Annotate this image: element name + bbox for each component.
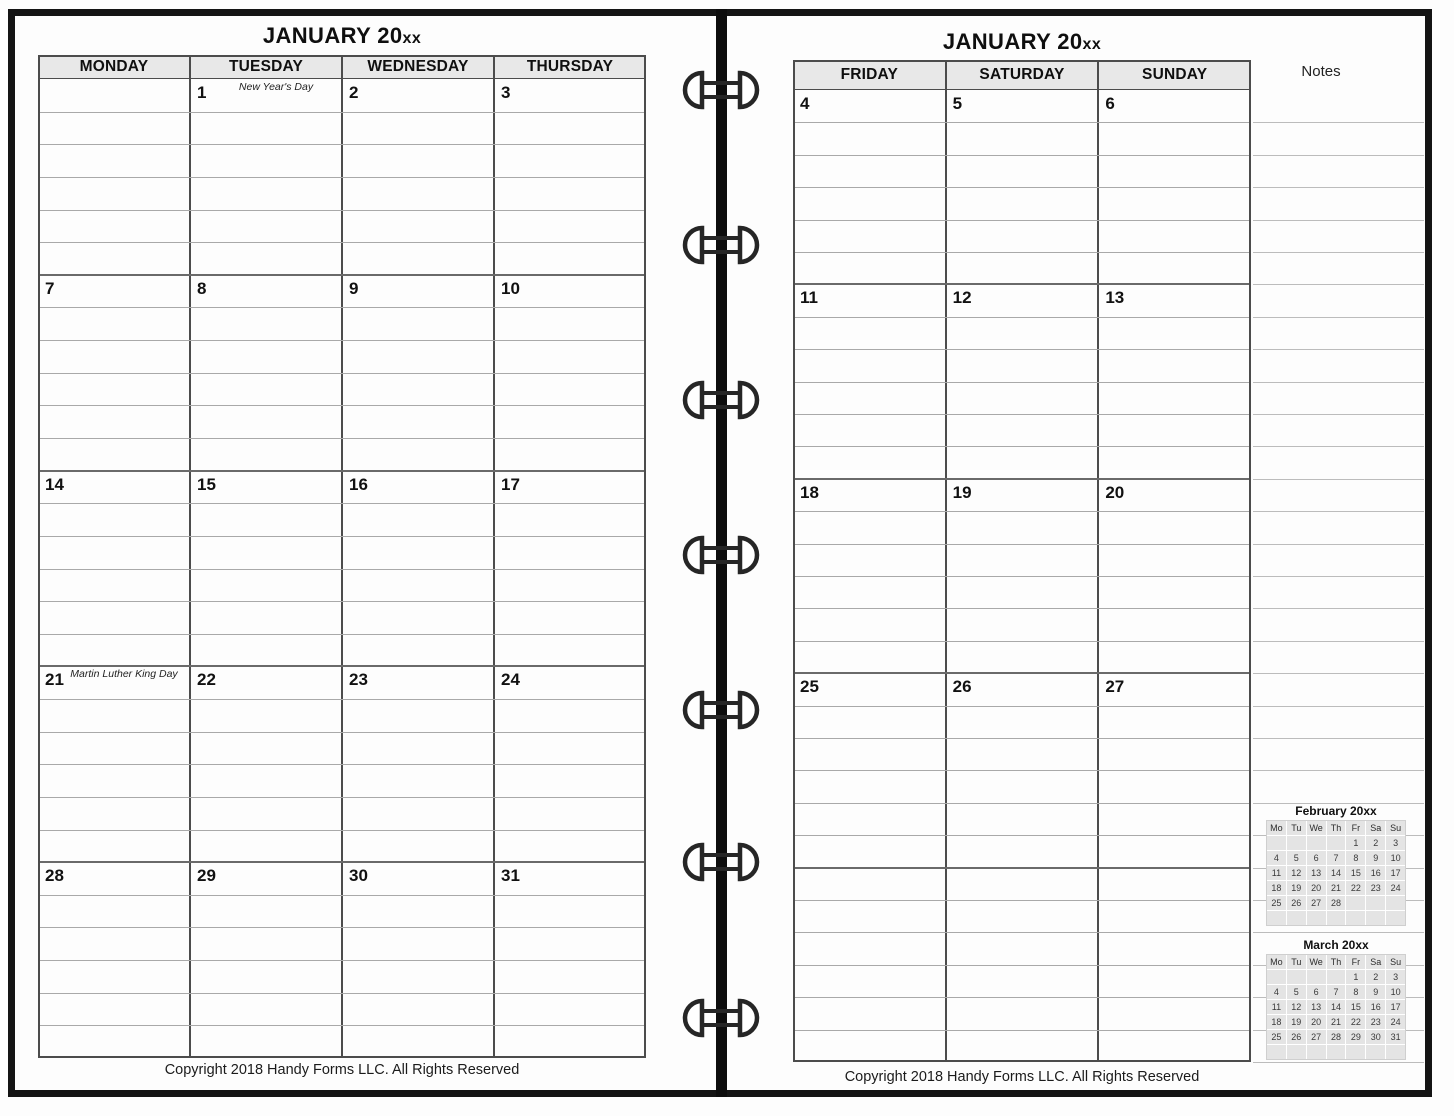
mini-cal-date: 18 — [1267, 1015, 1286, 1029]
day-cell-jan-10 — [494, 275, 646, 308]
date-label: 8 — [197, 278, 207, 298]
date-label: 29 — [197, 866, 216, 886]
mini-cal-day-header: Tu — [1287, 955, 1306, 969]
notes-line — [1253, 349, 1424, 350]
mini-cal-empty — [1346, 1045, 1365, 1059]
column-line — [189, 55, 191, 1058]
mini-cal-date: 7 — [1327, 851, 1346, 865]
notes-line — [1253, 122, 1424, 123]
mini-cal-date: 4 — [1267, 851, 1286, 865]
mini-cal-date: 12 — [1287, 1000, 1306, 1014]
mini-cal-date: 9 — [1366, 851, 1385, 865]
notes-line — [1253, 932, 1424, 933]
date-label: 11 — [800, 288, 818, 308]
mini-cal-date: 1 — [1346, 836, 1365, 850]
mini-cal-day-header: Sa — [1366, 821, 1385, 835]
mini-cal-empty — [1307, 970, 1326, 984]
day-cell-jan-17 — [494, 471, 646, 504]
week-row-line — [40, 764, 644, 765]
week-row-line — [40, 634, 644, 635]
week-row-line — [40, 1025, 644, 1026]
mini-cal-day-header: We — [1307, 955, 1326, 969]
mini-cal-date: 6 — [1307, 851, 1326, 865]
mini-cal-empty — [1287, 1045, 1306, 1059]
mini-cal-date: 21 — [1327, 881, 1346, 895]
day-cell-jan-11 — [793, 284, 946, 316]
mini-cal-day-header: We — [1307, 821, 1326, 835]
week-row-line — [40, 927, 644, 928]
mini-cal-date: 5 — [1287, 985, 1306, 999]
mini-cal-date: 19 — [1287, 1015, 1306, 1029]
notes-line — [1253, 511, 1424, 512]
date-label: 13 — [1105, 288, 1125, 308]
date-label: 2 — [349, 83, 359, 102]
mini-cal-empty — [1267, 911, 1286, 925]
week-row-line — [795, 576, 1249, 577]
mini-cal-date: 23 — [1366, 1015, 1385, 1029]
week-row-line — [795, 835, 1249, 836]
mini-cal-date: 13 — [1307, 866, 1326, 880]
mini-cal-empty — [1267, 1045, 1286, 1059]
notes-line — [1253, 155, 1424, 156]
right-page-title — [943, 29, 1101, 55]
mini-cal-empty — [1327, 1045, 1346, 1059]
mini-cal-date: 14 — [1327, 866, 1346, 880]
binder-ring — [671, 378, 771, 422]
day-cell-jan-30 — [342, 862, 494, 895]
mini-cal-empty — [1346, 896, 1365, 910]
day-cell-jan-16 — [342, 471, 494, 504]
mini-cal-date: 25 — [1267, 1030, 1286, 1044]
week-row-line — [40, 895, 644, 896]
day-cell-jan-9 — [342, 275, 494, 308]
mini-calendar-february-title: February 20xx — [1295, 804, 1377, 818]
mini-cal-date: 30 — [1366, 1030, 1385, 1044]
notes-line — [1253, 187, 1424, 188]
date-label: 17 — [501, 474, 520, 494]
mini-cal-day-header: Fr — [1346, 955, 1365, 969]
date-label: 7 — [45, 278, 55, 298]
left-title-suffix: xx — [402, 30, 422, 47]
notes-line — [1253, 770, 1424, 771]
date-label: 27 — [1105, 677, 1125, 697]
day-cell-jan-1 — [190, 79, 342, 112]
binder-ring — [671, 68, 771, 112]
week-row-line — [40, 438, 644, 439]
day-cell-jan-21 — [38, 666, 190, 699]
day-cell-jan-26 — [946, 673, 1099, 705]
week-row-line — [795, 641, 1249, 642]
week-row-line — [795, 770, 1249, 771]
notes-line — [1253, 544, 1424, 545]
table-border-right — [793, 60, 1251, 1062]
mini-cal-date: 21 — [1327, 1015, 1346, 1029]
week-row-line — [40, 601, 644, 602]
day-cell-jan-23 — [342, 666, 494, 699]
mini-cal-date: 16 — [1366, 1000, 1385, 1014]
date-label: 30 — [349, 866, 368, 886]
notes-line — [1253, 382, 1424, 383]
mini-cal-date: 28 — [1327, 896, 1346, 910]
day-cell-jan-24 — [494, 666, 646, 699]
mini-cal-date: 15 — [1346, 1000, 1365, 1014]
binder-ring — [671, 996, 771, 1040]
week-row-line — [40, 569, 644, 570]
mini-cal-empty — [1307, 836, 1326, 850]
mini-cal-empty — [1327, 970, 1346, 984]
notes-header: Notes — [1301, 63, 1341, 80]
notes-line — [1253, 414, 1424, 415]
column-line — [493, 55, 495, 1058]
date-label: 4 — [800, 94, 810, 113]
mini-cal-date: 14 — [1327, 1000, 1346, 1014]
date-label: 25 — [800, 677, 819, 697]
week-row-line — [795, 317, 1249, 318]
date-label: 10 — [501, 278, 520, 298]
mini-cal-date: 12 — [1287, 866, 1306, 880]
mini-cal-date: 11 — [1267, 866, 1286, 880]
mini-cal-day-header: Fr — [1346, 821, 1365, 835]
right-copyright: Copyright 2018 Handy Forms LLC. All Rights Reserved — [844, 1069, 1200, 1085]
day-cell-jan-15 — [190, 471, 342, 504]
mini-cal-date: 11 — [1267, 1000, 1286, 1014]
mini-cal-date: 3 — [1386, 970, 1405, 984]
day-cell-jan-5 — [946, 90, 1099, 122]
date-label: 19 — [952, 482, 972, 502]
day-header-tuesday: TUESDAY — [190, 55, 342, 79]
mini-cal-empty — [1366, 911, 1385, 925]
mini-cal-date: 10 — [1386, 985, 1405, 999]
date-label: 14 — [45, 474, 64, 494]
day-header-thursday: THURSDAY — [494, 55, 646, 79]
notes-line — [1253, 576, 1424, 577]
day-header-friday: FRIDAY — [793, 60, 946, 90]
mini-cal-empty — [1366, 1045, 1385, 1059]
week-row-line — [795, 220, 1249, 221]
week-row-line — [795, 155, 1249, 156]
day-cell-jan-22 — [190, 666, 342, 699]
column-line — [341, 55, 343, 1058]
date-label: 9 — [349, 278, 359, 298]
binder-ring — [671, 223, 771, 267]
week-row-line — [795, 511, 1249, 512]
week-row-line — [795, 608, 1249, 609]
mini-cal-date: 13 — [1307, 1000, 1326, 1014]
day-cell-jan-3 — [494, 79, 646, 112]
day-cell-jan-29 — [190, 862, 342, 895]
week-divider — [795, 867, 1249, 869]
date-label: 5 — [952, 94, 963, 113]
left-copyright: Copyright 2018 Handy Forms LLC. All Rights Reserved — [164, 1062, 520, 1078]
mini-cal-date: 28 — [1327, 1030, 1346, 1044]
week-row-line — [795, 900, 1249, 901]
mini-cal-day-header: Th — [1327, 821, 1346, 835]
week-row-line — [40, 307, 644, 308]
mini-cal-date: 17 — [1386, 866, 1405, 880]
week-row-line — [40, 732, 644, 733]
mini-cal-empty — [1386, 1045, 1405, 1059]
date-label: 20 — [1105, 482, 1125, 502]
day-cell-jan-28 — [38, 862, 190, 895]
day-header-saturday: SATURDAY — [946, 60, 1099, 90]
week-row-line — [40, 373, 644, 374]
day-cell-jan-6 — [1098, 90, 1251, 122]
mini-cal-date: 24 — [1386, 1015, 1405, 1029]
date-label: 28 — [45, 866, 64, 886]
mini-cal-date: 8 — [1346, 985, 1365, 999]
day-cell-jan-2 — [342, 79, 494, 112]
notes-line — [1253, 706, 1424, 707]
week-row-line — [795, 252, 1249, 253]
mini-cal-date: 16 — [1366, 866, 1385, 880]
day-header-sunday: SUNDAY — [1098, 60, 1251, 90]
notes-line — [1253, 673, 1424, 674]
binder-ring — [671, 840, 771, 884]
mini-cal-date: 20 — [1307, 881, 1326, 895]
mini-cal-empty — [1287, 970, 1306, 984]
mini-cal-date: 6 — [1307, 985, 1326, 999]
day-cell-jan-7 — [38, 275, 190, 308]
date-label: 1 — [197, 83, 207, 102]
week-row-line — [795, 965, 1249, 966]
mini-cal-date: 29 — [1346, 1030, 1365, 1044]
right-title-suffix: xx — [1082, 36, 1102, 53]
mini-cal-empty — [1307, 911, 1326, 925]
notes-line — [1253, 479, 1424, 480]
week-row-line — [40, 830, 644, 831]
day-cell-jan-12 — [946, 284, 1099, 316]
date-label: 26 — [952, 677, 972, 697]
date-label: 3 — [501, 83, 511, 102]
week-row-line — [40, 210, 644, 211]
mini-cal-date: 22 — [1346, 1015, 1365, 1029]
mini-cal-date: 1 — [1346, 970, 1365, 984]
mini-cal-date: 27 — [1307, 1030, 1326, 1044]
week-row-line — [795, 738, 1249, 739]
mini-cal-day-header: Sa — [1366, 955, 1385, 969]
week-row-line — [795, 997, 1249, 998]
mini-cal-day-header: Mo — [1267, 821, 1286, 835]
mini-calendar-february — [1266, 820, 1406, 926]
week-row-line — [40, 177, 644, 178]
mini-cal-empty — [1267, 970, 1286, 984]
left-title-main: JANUARY 20 — [262, 23, 403, 48]
date-label: 23 — [349, 670, 368, 690]
day-cell-jan-4 — [793, 90, 946, 122]
mini-cal-date: 5 — [1287, 851, 1306, 865]
mini-cal-date: 27 — [1307, 896, 1326, 910]
day-cell-jan-14 — [38, 471, 190, 504]
mini-cal-date: 26 — [1287, 896, 1306, 910]
week-row-line — [40, 993, 644, 994]
date-label: 24 — [501, 670, 520, 690]
notes-line — [1253, 317, 1424, 318]
mini-cal-empty — [1346, 911, 1365, 925]
mini-calendar-march-title: March 20xx — [1303, 938, 1369, 952]
binder-ring — [671, 688, 771, 732]
week-row-line — [795, 414, 1249, 415]
right-title-main: JANUARY 20 — [942, 29, 1083, 54]
mini-cal-date: 3 — [1386, 836, 1405, 850]
mini-cal-empty — [1327, 836, 1346, 850]
day-cell-jan-25 — [793, 673, 946, 705]
week-row-line — [40, 242, 644, 243]
week-row-line — [40, 405, 644, 406]
notes-line — [1253, 608, 1424, 609]
notes-line — [1253, 220, 1424, 221]
mini-cal-date: 15 — [1346, 866, 1365, 880]
week-row-line — [795, 382, 1249, 383]
mini-cal-empty — [1366, 896, 1385, 910]
mini-cal-date: 4 — [1267, 985, 1286, 999]
mini-cal-day-header: Su — [1386, 821, 1405, 835]
mini-cal-date: 2 — [1366, 970, 1385, 984]
mini-cal-date: 7 — [1327, 985, 1346, 999]
day-cell-jan-31 — [494, 862, 646, 895]
mini-cal-date: 9 — [1366, 985, 1385, 999]
mini-cal-date: 17 — [1386, 1000, 1405, 1014]
binder-ring — [671, 533, 771, 577]
mini-cal-date: 22 — [1346, 881, 1365, 895]
week-row-line — [795, 187, 1249, 188]
week-row-line — [795, 1030, 1249, 1031]
mini-cal-empty — [1287, 836, 1306, 850]
day-header-wednesday: WEDNESDAY — [342, 55, 494, 79]
week-row-line — [795, 122, 1249, 123]
day-cell-jan-20 — [1098, 479, 1251, 511]
holiday-label: New Year's Day — [238, 81, 314, 93]
left-page-title — [263, 23, 421, 49]
mini-calendar-march — [1266, 954, 1406, 1060]
mini-cal-date: 20 — [1307, 1015, 1326, 1029]
date-label: 12 — [952, 288, 972, 308]
week-row-line — [795, 932, 1249, 933]
mini-cal-date: 2 — [1366, 836, 1385, 850]
date-label: 18 — [800, 482, 819, 502]
mini-cal-date: 19 — [1287, 881, 1306, 895]
notes-line — [1253, 738, 1424, 739]
mini-cal-empty — [1386, 896, 1405, 910]
holiday-label: Martin Luther King Day — [70, 668, 178, 681]
date-label: 16 — [349, 474, 368, 494]
week-row-line — [40, 340, 644, 341]
mini-cal-empty — [1386, 911, 1405, 925]
day-cell-jan-27 — [1098, 673, 1251, 705]
mini-cal-empty — [1287, 911, 1306, 925]
mini-cal-date: 26 — [1287, 1030, 1306, 1044]
mini-cal-date: 18 — [1267, 881, 1286, 895]
column-line — [945, 60, 947, 1062]
week-row-line — [40, 797, 644, 798]
column-line — [1097, 60, 1099, 1062]
day-cell-jan-19 — [946, 479, 1099, 511]
week-row-line — [40, 960, 644, 961]
week-row-line — [40, 112, 644, 113]
mini-cal-day-header: Su — [1386, 955, 1405, 969]
date-label: 31 — [501, 866, 520, 886]
notes-line — [1253, 641, 1424, 642]
day-cell-jan-8 — [190, 275, 342, 308]
mini-cal-day-header: Th — [1327, 955, 1346, 969]
day-cell-jan-18 — [793, 479, 946, 511]
week-row-line — [795, 446, 1249, 447]
notes-line — [1253, 446, 1424, 447]
week-row-line — [795, 349, 1249, 350]
week-row-line — [40, 144, 644, 145]
date-label: 22 — [197, 670, 216, 690]
date-label: 6 — [1105, 94, 1115, 113]
date-label: 21 — [45, 670, 64, 690]
week-row-line — [40, 536, 644, 537]
week-row-line — [795, 803, 1249, 804]
mini-cal-day-header: Mo — [1267, 955, 1286, 969]
date-label: 15 — [197, 474, 216, 494]
mini-cal-empty — [1267, 836, 1286, 850]
week-row-line — [795, 706, 1249, 707]
notes-line — [1253, 252, 1424, 253]
mini-cal-date: 31 — [1386, 1030, 1405, 1044]
mini-cal-empty — [1327, 911, 1346, 925]
mini-cal-empty — [1307, 1045, 1326, 1059]
week-row-line — [795, 544, 1249, 545]
mini-cal-date: 8 — [1346, 851, 1365, 865]
mini-cal-date: 23 — [1366, 881, 1385, 895]
mini-cal-day-header: Tu — [1287, 821, 1306, 835]
notes-line — [1253, 1062, 1424, 1063]
mini-cal-date: 25 — [1267, 896, 1286, 910]
notes-line — [1253, 284, 1424, 285]
day-header-monday: MONDAY — [38, 55, 190, 79]
mini-cal-date: 10 — [1386, 851, 1405, 865]
week-row-line — [40, 699, 644, 700]
day-cell-jan-13 — [1098, 284, 1251, 316]
week-row-line — [40, 503, 644, 504]
mini-cal-date: 24 — [1386, 881, 1405, 895]
